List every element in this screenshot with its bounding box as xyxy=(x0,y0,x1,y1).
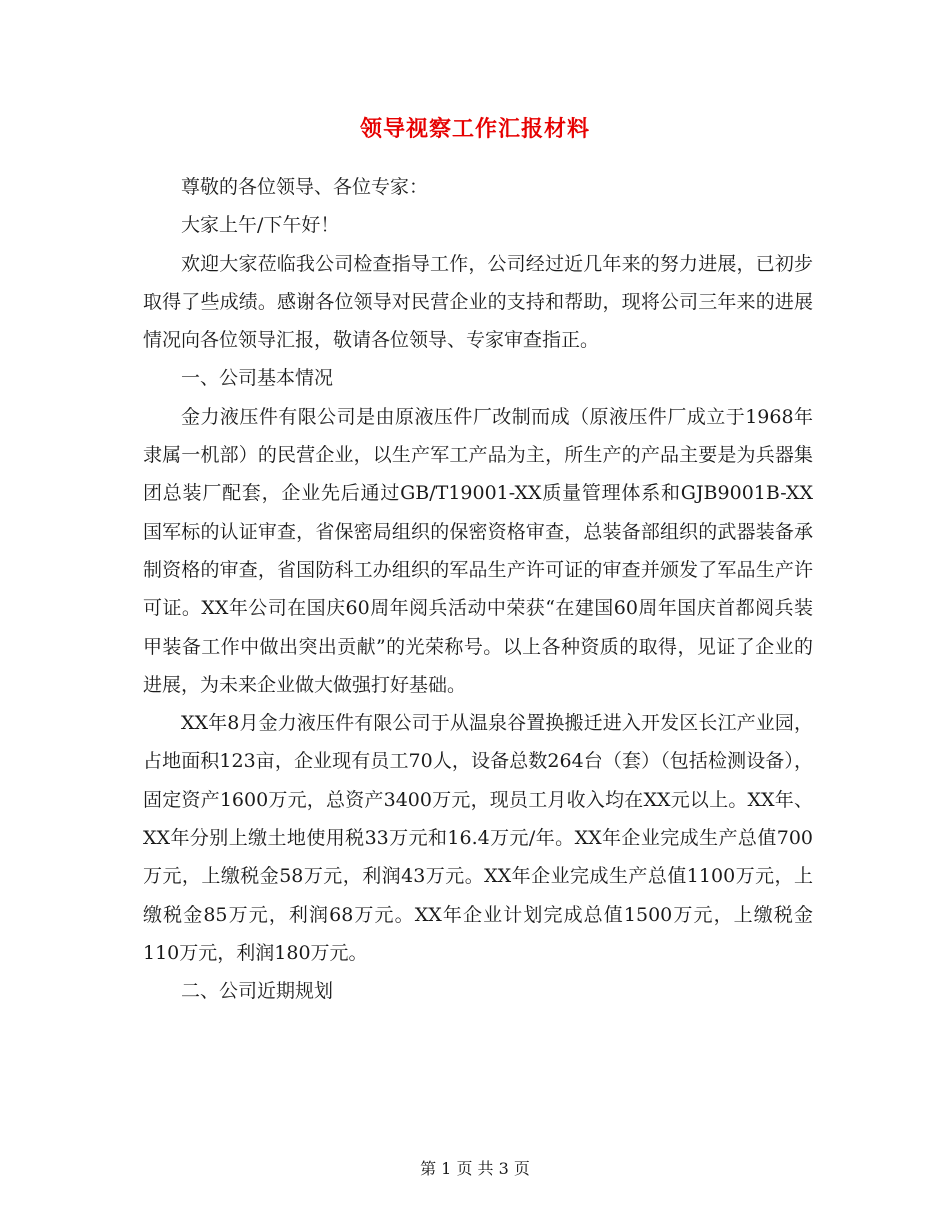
greeting-paragraph: 尊敬的各位领导、各位专家： xyxy=(181,176,429,198)
page-footer: 第 1 页 共 3 页 xyxy=(420,1159,530,1178)
section-heading-2: 二、公司近期规划 xyxy=(181,980,334,1003)
intro-paragraph: 欢迎大家莅临我公司检查指导工作，公司经过近几年来的努力进展，已初步取得了些成绩。感谢各位领导对民营企业的支持和帮助，现将公司三年来的进展情况向各位领导汇报，敬请各位领导、专家审查指正。 xyxy=(143,252,813,352)
company-figures-paragraph: XX年8月金力液压件有限公司于从温泉谷置换搬迁进入开发区长江产业园，占地面积123亩，企业现有员工70人，设备总数264台（套）（包括检测设备），固定资产1600万元，总资产3400万元，现员工月收入均在XX元以上。XX年、XX年分别上缴土地使用税33万元和16.4万元/年。XX年企业完成生产总值700万元，上缴税金58万元，利润43万元。XX年企业完成生产总值1100万元，上缴税金85万元，利润68万元。XX年企业计划完成总值1500万元，上缴税金110万元，利润180万元。 xyxy=(143,712,813,964)
section-heading-1: 一、公司基本情况 xyxy=(181,367,334,390)
document-body xyxy=(143,168,813,1011)
document-title: 领导视察工作汇报材料 xyxy=(359,116,590,142)
salutation-paragraph: 大家上午/下午好！ xyxy=(181,214,340,237)
company-overview-paragraph: 金力液压件有限公司是由原液压件厂改制而成（原液压件厂成立于1968年隶属一机部）的民营企业，以生产军工产品为主，所生产的产品主要是为兵器集团总装厂配套，企业先后通过GB/T19001-XX质量管理体系和GJB9001B-XX国军标的认证审查，省保密局组织的保密资格审查，总装备部组织的武器装备承制资格的审查，省国防科工办组织的军品生产许可证的审查并颁发了军品生产许可证。XX年公司在国庆60周年阅兵活动中荣获“在建国60周年国庆首都阅兵装甲装备工作中做出突出贡献”的光荣称号。以上各种资质的取得，见证了企业的进展，为未来企业做大做强打好基础。 xyxy=(143,405,813,696)
